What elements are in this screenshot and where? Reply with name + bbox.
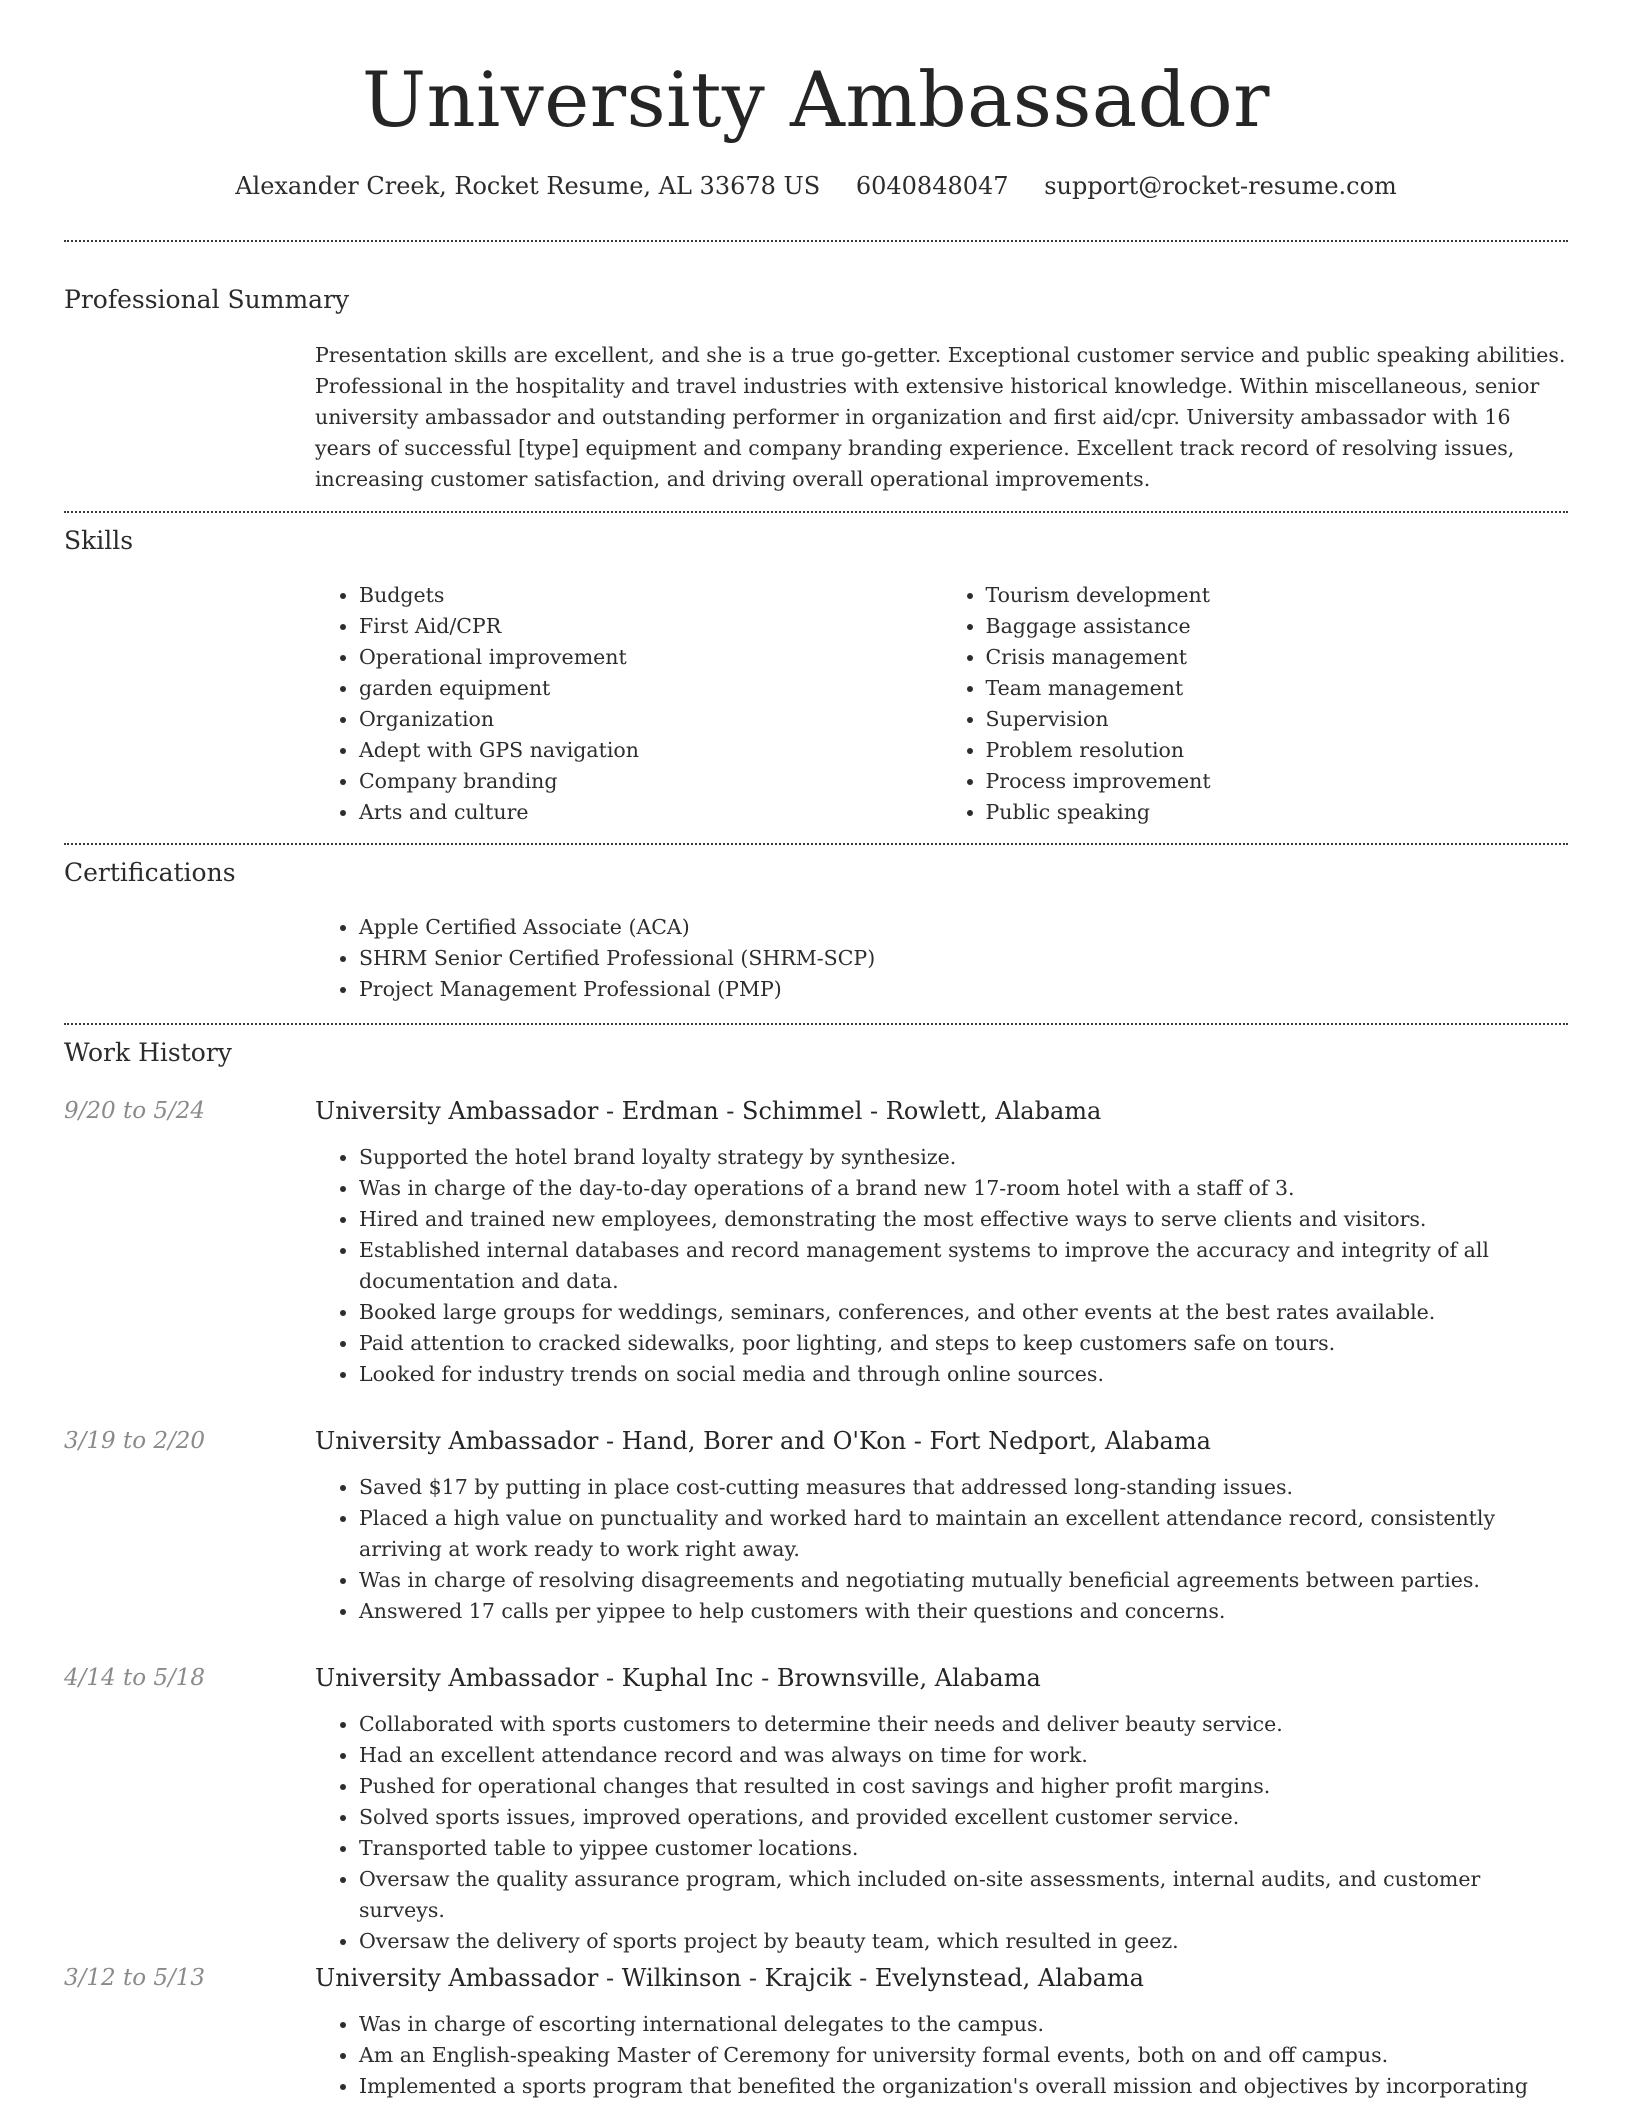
job-entry bbox=[315, 1662, 1568, 1957]
list-item: • Saved $17 by putting in place cost-cutting measures that addressed long-standing issues. bbox=[359, 1472, 1568, 1503]
list-item: • Hired and trained new employees, demonstrating the most effective ways to serve clients and visitors. bbox=[359, 1204, 1568, 1235]
job-entry bbox=[315, 1962, 1568, 2102]
job-title: University Ambassador - Kuphal Inc - Brownsville, Alabama bbox=[315, 1664, 1041, 1692]
list-item: • Crisis management bbox=[986, 642, 1569, 673]
job-title: University Ambassador - Wilkinson - Krajcik - Evelynstead, Alabama bbox=[315, 1964, 1144, 1992]
list-item: • SHRM Senior Certified Professional (SHRM-SCP) bbox=[359, 943, 1568, 974]
section-heading-work-history: Work History bbox=[64, 1038, 232, 1067]
list-item: • Problem resolution bbox=[986, 735, 1569, 766]
list-item: • Looked for industry trends on social media and through online sources. bbox=[359, 1359, 1568, 1390]
list-item: • Collaborated with sports customers to determine their needs and deliver beauty service. bbox=[359, 1709, 1568, 1740]
list-item: • First Aid/CPR bbox=[359, 611, 942, 642]
list-item: • Budgets bbox=[359, 580, 942, 611]
list-item: • Placed a high value on punctuality and worked hard to maintain an excellent attendance record, consistently arriving at work ready to work right away. bbox=[359, 1503, 1568, 1565]
list-item: • Project Management Professional (PMP) bbox=[359, 974, 1568, 1005]
job-bullets bbox=[315, 2009, 1568, 2102]
job-title: University Ambassador - Hand, Borer and O'Kon - Fort Nedport, Alabama bbox=[315, 1427, 1211, 1455]
resume-page bbox=[64, 0, 1568, 2098]
list-item: • Booked large groups for weddings, seminars, conferences, and other events at the best rates available. bbox=[359, 1297, 1568, 1328]
list-item: • Solved sports issues, improved operations, and provided excellent customer service. bbox=[359, 1802, 1568, 1833]
skills-list-left bbox=[315, 580, 942, 828]
list-item: • Oversaw the delivery of sports project by beauty team, which resulted in geez. bbox=[359, 1926, 1568, 1957]
section-heading-summary: Professional Summary bbox=[64, 285, 350, 314]
skills-block bbox=[315, 580, 1568, 828]
divider bbox=[64, 240, 1568, 242]
list-item: • Supervision bbox=[986, 704, 1569, 735]
list-item: • Answered 17 calls per yippee to help customers with their questions and concerns. bbox=[359, 1596, 1568, 1627]
contact-phone[interactable]: 6040848047 bbox=[855, 172, 1009, 200]
job-dates: 3/19 to 2/20 bbox=[64, 1428, 206, 1454]
contact-email[interactable]: support@rocket-resume.com bbox=[1044, 172, 1397, 200]
list-item: • Oversaw the quality assurance program, which included on-site assessments, internal audits, and customer surveys. bbox=[359, 1864, 1568, 1926]
job-bullets bbox=[315, 1709, 1568, 1957]
summary-text: Presentation skills are excellent, and she is a true go-getter. Exceptional customer service and public speaking abilities. Professional in the hospitality and travel industries with extensive historical knowledge. Within miscellaneous, senior university ambassador and outstanding performer in organization and first aid/cpr. University ambassador with 16 years of successful [type] equipment and company branding experience. Excellent track record of resolving issues, increasing customer satisfaction, and driving overall operational improvements. bbox=[315, 343, 1566, 491]
list-item: • Had an excellent attendance record and was always on time for work. bbox=[359, 1740, 1568, 1771]
list-item: • Was in charge of resolving disagreements and negotiating mutually beneficial agreements between parties. bbox=[359, 1565, 1568, 1596]
divider bbox=[64, 511, 1568, 513]
list-item: • Implemented a sports program that benefited the organization's overall mission and objectives by incorporating bbox=[359, 2071, 1568, 2102]
job-entry bbox=[315, 1095, 1568, 1390]
certifications-block bbox=[315, 912, 1568, 1005]
list-item: • Transported table to yippee customer locations. bbox=[359, 1833, 1568, 1864]
list-item: • garden equipment bbox=[359, 673, 942, 704]
job-bullets bbox=[315, 1472, 1568, 1627]
list-item: • Established internal databases and record management systems to improve the accuracy and integrity of all documentation and data. bbox=[359, 1235, 1568, 1297]
list-item: • Was in charge of escorting international delegates to the campus. bbox=[359, 2009, 1568, 2040]
job-title: University Ambassador - Erdman - Schimmel - Rowlett, Alabama bbox=[315, 1097, 1102, 1125]
job-dates: 9/20 to 5/24 bbox=[64, 1098, 206, 1124]
list-item: • Organization bbox=[359, 704, 942, 735]
divider bbox=[64, 1023, 1568, 1025]
section-heading-skills: Skills bbox=[64, 526, 134, 555]
summary-block bbox=[315, 340, 1568, 495]
divider bbox=[64, 843, 1568, 845]
list-item: • Apple Certified Associate (ACA) bbox=[359, 912, 1568, 943]
list-item: • Operational improvement bbox=[359, 642, 942, 673]
list-item: • Arts and culture bbox=[359, 797, 942, 828]
section-heading-certifications: Certifications bbox=[64, 858, 236, 887]
list-item: • Process improvement bbox=[986, 766, 1569, 797]
skills-list-right bbox=[942, 580, 1569, 828]
list-item: • Was in charge of the day-to-day operations of a brand new 17-room hotel with a staff of 3. bbox=[359, 1173, 1568, 1204]
contact-line bbox=[64, 170, 1568, 202]
job-dates: 4/14 to 5/18 bbox=[64, 1665, 206, 1691]
resume-title: University Ambassador bbox=[362, 55, 1270, 144]
job-dates: 3/12 to 5/13 bbox=[64, 1965, 206, 1991]
list-item: • Baggage assistance bbox=[986, 611, 1569, 642]
list-item: • Pushed for operational changes that resulted in cost savings and higher profit margins. bbox=[359, 1771, 1568, 1802]
list-item: • Supported the hotel brand loyalty strategy by synthesize. bbox=[359, 1142, 1568, 1173]
list-item: • Adept with GPS navigation bbox=[359, 735, 942, 766]
job-entry bbox=[315, 1425, 1568, 1627]
list-item: • Tourism development bbox=[986, 580, 1569, 611]
certifications-list bbox=[315, 912, 1568, 1005]
contact-address: Alexander Creek, Rocket Resume, AL 33678 US bbox=[235, 172, 821, 200]
list-item: • Company branding bbox=[359, 766, 942, 797]
list-item: • Paid attention to cracked sidewalks, poor lighting, and steps to keep customers safe on tours. bbox=[359, 1328, 1568, 1359]
list-item: • Public speaking bbox=[986, 797, 1569, 828]
list-item: • Team management bbox=[986, 673, 1569, 704]
job-bullets bbox=[315, 1142, 1568, 1390]
list-item: • Am an English-speaking Master of Ceremony for university formal events, both on and off campus. bbox=[359, 2040, 1568, 2071]
